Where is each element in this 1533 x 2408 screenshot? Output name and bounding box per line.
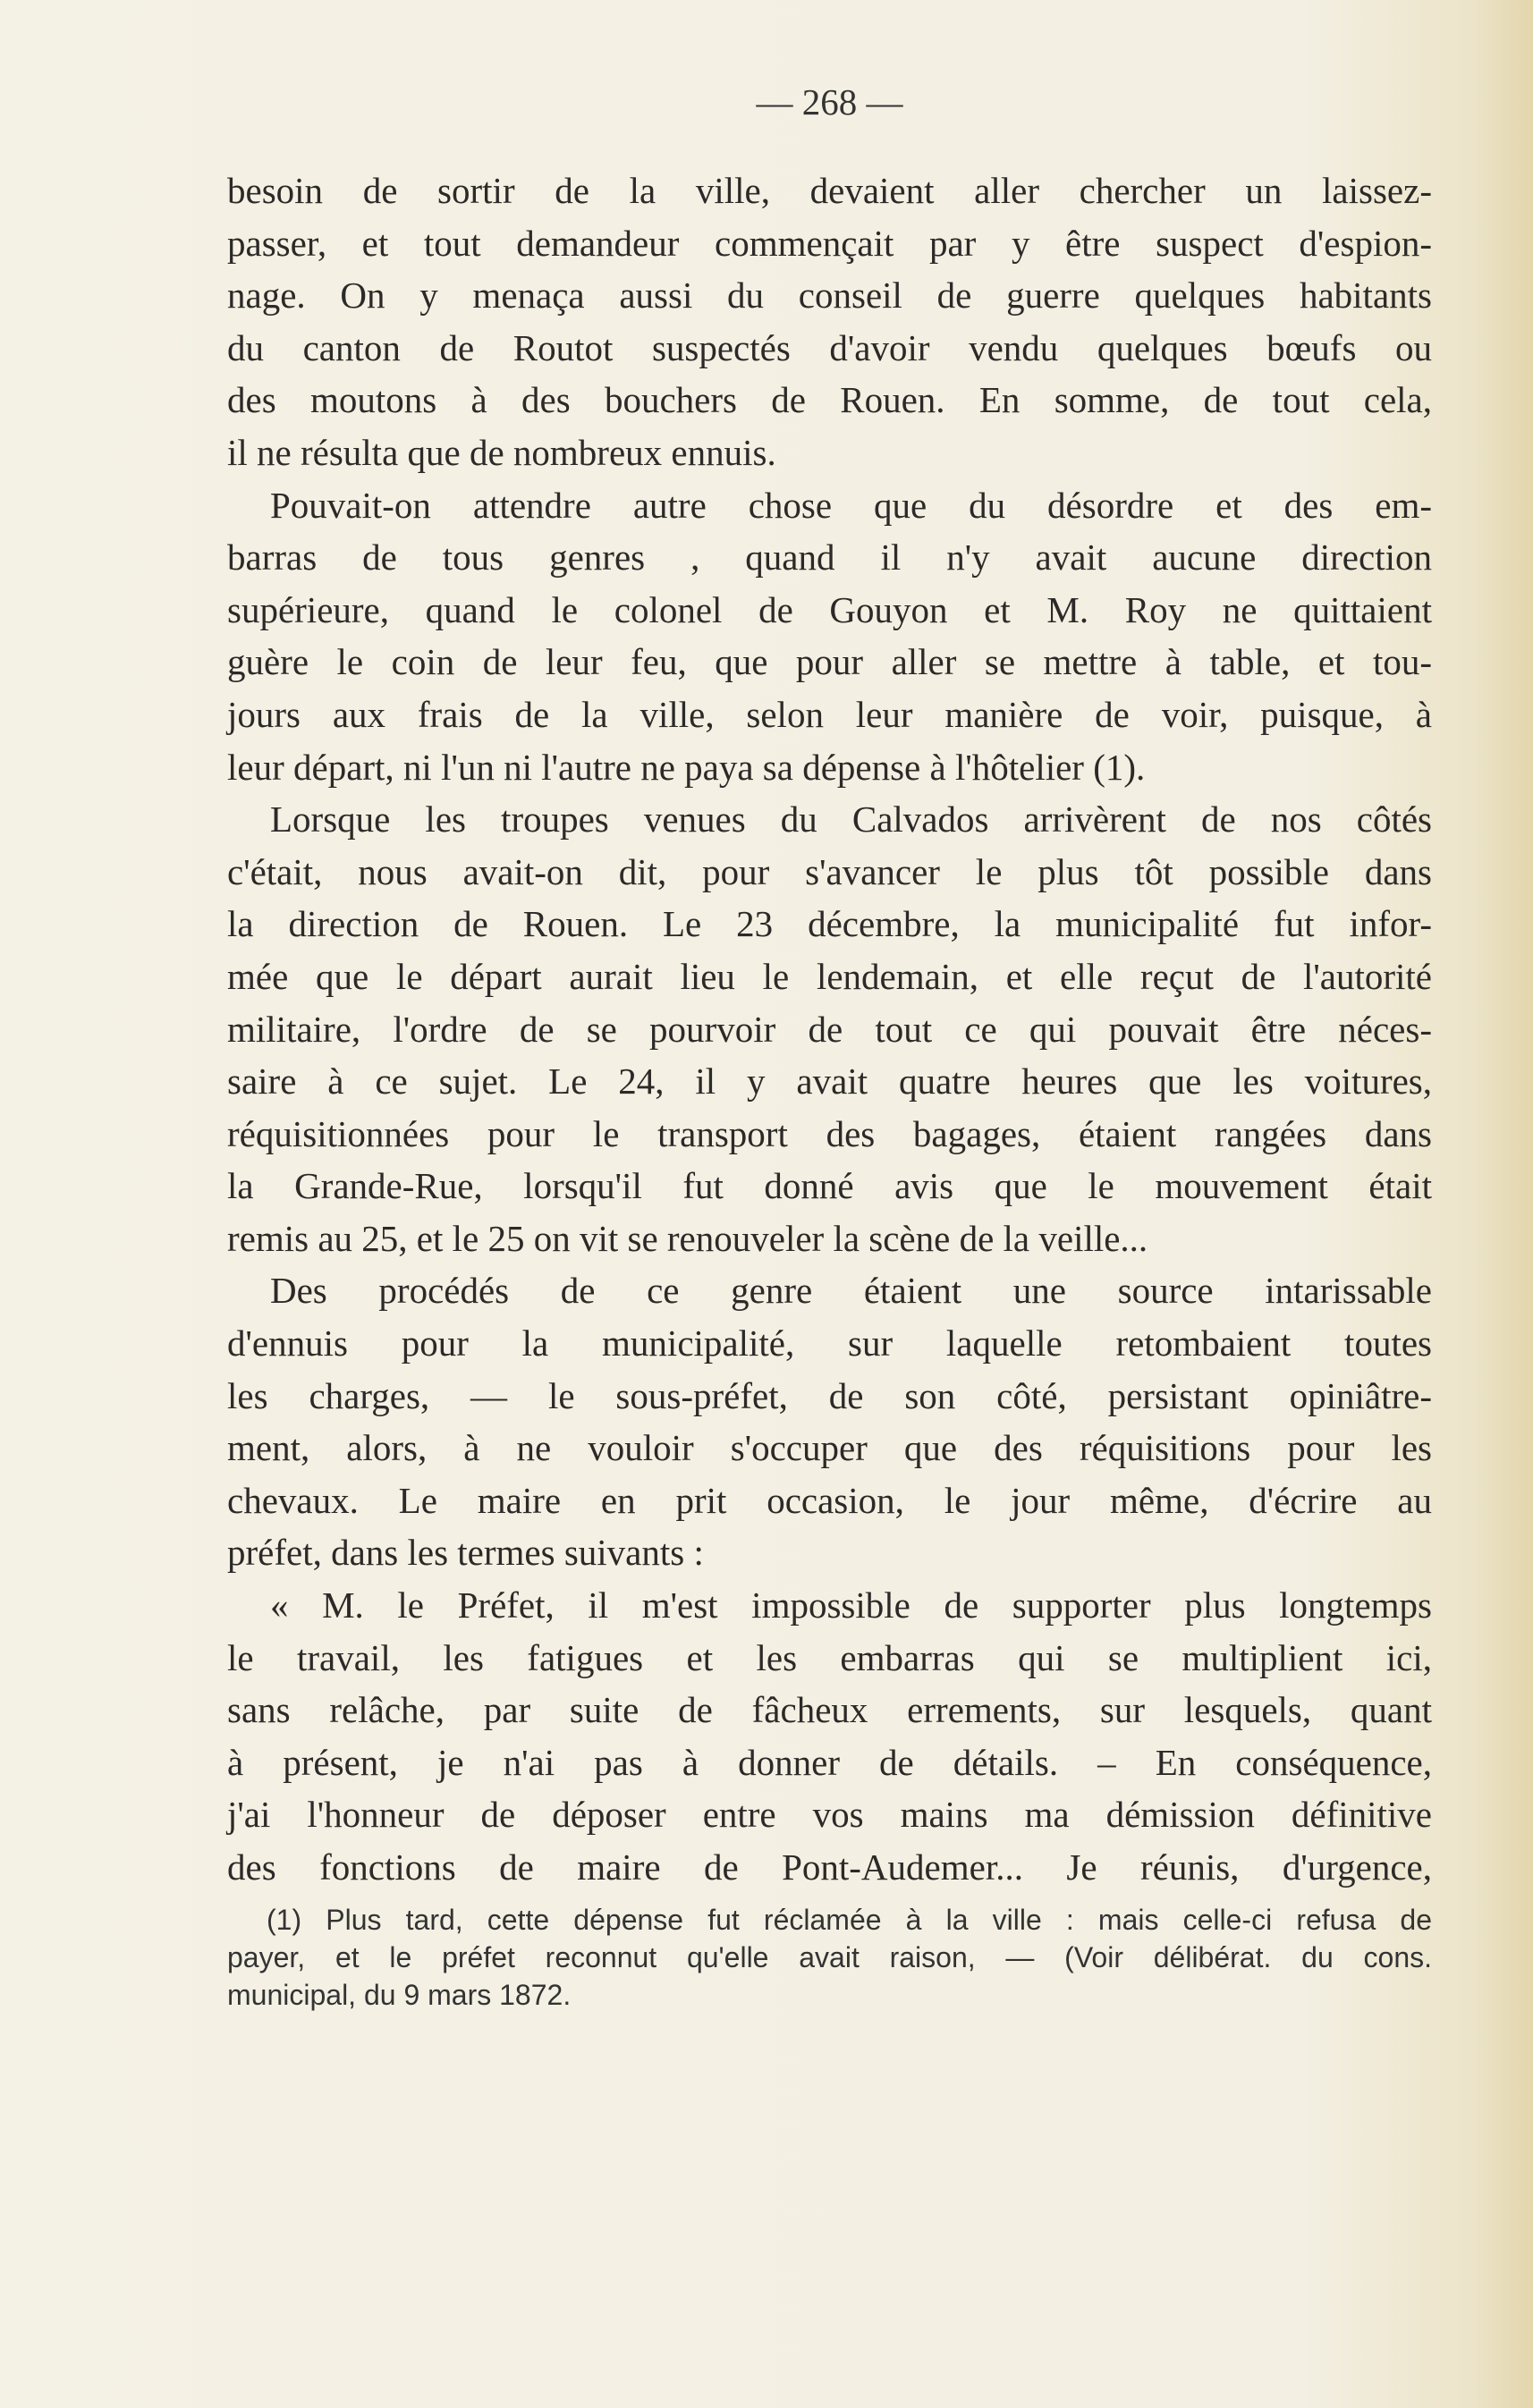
text-line: j'ai l'honneur de déposer entre vos mains ma démission définitive — [227, 1794, 1432, 1836]
text-line: nage. On y menaça aussi du conseil de guerre quelques habitants — [227, 275, 1432, 317]
text-line: barras de tous genres , quand il n'y avait aucune direction — [227, 537, 1432, 579]
text-line: leur départ, ni l'un ni l'autre ne paya sa dépense à l'hôtelier (1). — [227, 746, 1146, 788]
text-line: le travail, les fatigues et les embarras qui se multiplient ici, — [227, 1636, 1432, 1678]
text-line: mée que le départ aurait lieu le lendemain, et elle reçut de l'autorité — [227, 955, 1432, 997]
text-line: préfet, dans les termes suivants : — [227, 1532, 704, 1574]
text-line: sans relâche, par suite de fâcheux errements, sur lesquels, quant — [227, 1689, 1432, 1731]
text-line: besoin de sortir de la ville, devaient aller chercher un laissez- — [227, 170, 1432, 211]
footnote — [227, 1901, 1432, 2014]
text-line: saire à ce sujet. Le 24, il y avait quatre heures que les voitures, — [227, 1060, 1432, 1103]
text-line: réquisitionnées pour le transport des bagages, étaient rangées dans — [227, 1112, 1432, 1154]
text-line: ment, alors, à ne vouloir s'occuper que des réquisitions pour les — [227, 1427, 1432, 1469]
text-line: d'ennuis pour la municipalité, sur laquelle retombaient toutes — [227, 1322, 1432, 1365]
text-line: remis au 25, et le 25 on vit se renouveler la scène de la veille... — [227, 1217, 1148, 1259]
text-line: Pouvait-on attendre autre chose que du désordre et des em- — [270, 484, 1432, 526]
text-line: passer, et tout demandeur commençait par y être suspect d'espion- — [227, 222, 1432, 264]
page-number: — 268 — — [756, 81, 903, 123]
text-line: il ne résulta que de nombreux ennuis. — [227, 431, 776, 473]
text-line: chevaux. Le maire en prit occasion, le jour même, d'écrire au — [227, 1479, 1432, 1521]
footnote-line: municipal, du 9 mars 1872. — [227, 1979, 572, 2011]
text-line: Des procédés de ce genre étaient une source intarissable — [270, 1270, 1432, 1312]
footnote-line: payer, et le préfet reconnut qu'elle avait raison, — (Voir délibérat. du cons. — [227, 1941, 1432, 1973]
footnote-line: (1) Plus tard, cette dépense fut réclamée à la ville : mais celle-ci refusa de — [267, 1904, 1432, 1936]
text-line: la Grande-Rue, lorsqu'il fut donné avis que le mouvement était — [227, 1165, 1432, 1207]
text-line: la direction de Rouen. Le 23 décembre, la municipalité fut infor- — [227, 903, 1432, 945]
text-line: du canton de Routot suspectés d'avoir vendu quelques bœufs ou — [227, 326, 1432, 368]
text-line: des moutons à des bouchers de Rouen. En somme, de tout cela, — [227, 379, 1432, 421]
text-line: guère le coin de leur feu, que pour aller se mettre à table, et tou- — [227, 641, 1432, 683]
text-line: des fonctions de maire de Pont-Audemer... Je réunis, d'urgence, — [227, 1846, 1432, 1888]
body-text — [227, 165, 1432, 1894]
text-line: les charges, — le sous-préfet, de son côté, persistant opiniâtre- — [227, 1374, 1432, 1416]
text-line: à présent, je n'ai pas à donner de détails. – En conséquence, — [227, 1741, 1432, 1783]
text-line: militaire, l'ordre de se pourvoir de tout ce qui pouvait être néces- — [227, 1008, 1432, 1050]
text-line: c'était, nous avait-on dit, pour s'avancer le plus tôt possible dans — [227, 850, 1432, 892]
text-line: Lorsque les troupes venues du Calvados arrivèrent de nos côtés — [270, 798, 1432, 841]
text-line: supérieure, quand le colonel de Gouyon et M. Roy ne quittaient — [227, 588, 1432, 630]
text-line: « M. le Préfet, il m'est impossible de supporter plus longtemps — [270, 1584, 1432, 1626]
text-line: jours aux frais de la ville, selon leur manière de voir, puisque, à — [227, 693, 1432, 735]
